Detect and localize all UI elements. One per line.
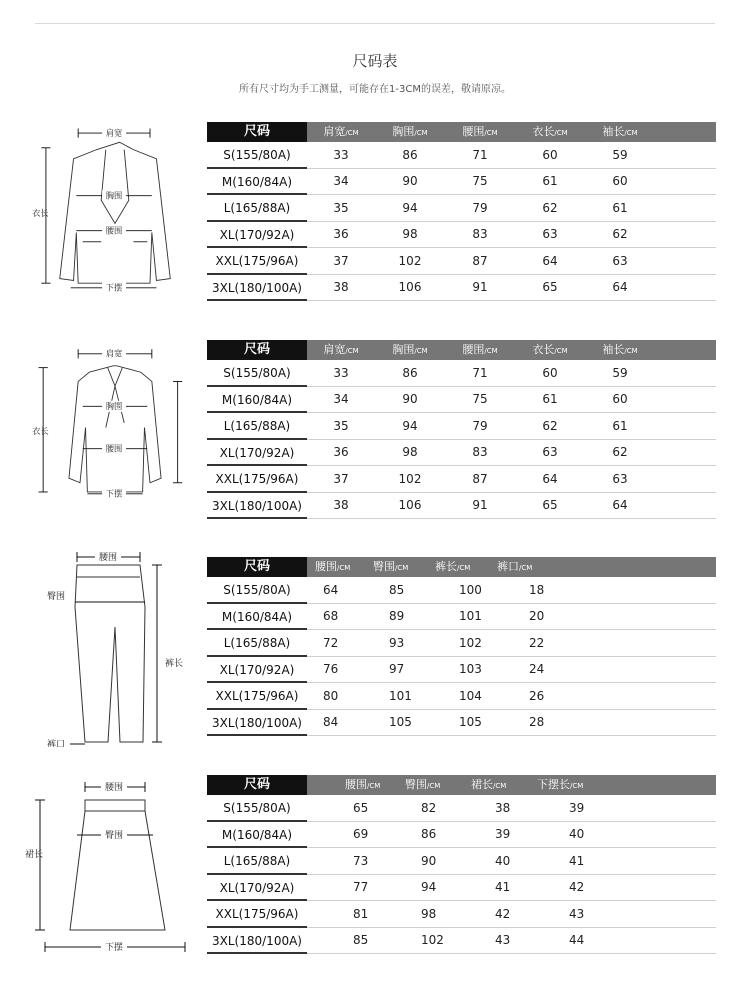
figure-label: 肩宽 bbox=[105, 127, 123, 138]
size-label: 3XL(180/100A) bbox=[207, 493, 307, 520]
header-size: 尺码 bbox=[207, 340, 307, 360]
table-row bbox=[207, 630, 716, 657]
table-cell: 61 bbox=[612, 200, 628, 215]
figure-label: 腰围 bbox=[105, 443, 123, 454]
size-label: S(155/80A) bbox=[207, 577, 307, 604]
table-row bbox=[207, 657, 716, 684]
table-cell: 20 bbox=[529, 609, 545, 624]
figure-label: 下摆 bbox=[105, 488, 123, 499]
table-cell: 87 bbox=[472, 471, 488, 486]
table-cell: 81 bbox=[353, 906, 369, 921]
size-label: M(160/84A) bbox=[207, 822, 307, 849]
table-cell: 38 bbox=[333, 498, 349, 513]
table-cell: 91 bbox=[472, 498, 488, 513]
size-label: XL(170/92A) bbox=[207, 222, 307, 249]
table-cell: 83 bbox=[472, 445, 488, 460]
table-cell: 76 bbox=[323, 662, 339, 677]
figure-label: 衣长 bbox=[32, 207, 49, 218]
header-col: 下摆长/CM bbox=[537, 778, 584, 791]
size-table bbox=[207, 340, 716, 519]
table-cell: 84 bbox=[323, 715, 339, 730]
table-cell: 94 bbox=[421, 880, 437, 895]
table-cell: 102 bbox=[421, 933, 444, 948]
table-cell: 33 bbox=[333, 147, 349, 162]
table-row bbox=[207, 875, 716, 902]
table-cell: 93 bbox=[389, 635, 405, 650]
size-label: XL(170/92A) bbox=[207, 875, 307, 902]
table-cell: 71 bbox=[472, 365, 488, 380]
table-cell: 90 bbox=[402, 174, 418, 189]
size-table bbox=[207, 122, 716, 301]
table-cell: 105 bbox=[389, 715, 412, 730]
table-row bbox=[207, 822, 716, 849]
size-label: L(165/88A) bbox=[207, 195, 307, 222]
table-cell: 26 bbox=[529, 688, 545, 703]
size-label: XL(170/92A) bbox=[207, 657, 307, 684]
header-col: 衣长/CM bbox=[532, 125, 568, 138]
table-row bbox=[207, 275, 716, 302]
table-cell: 22 bbox=[529, 635, 545, 650]
header-col: 袖长/CM bbox=[602, 343, 638, 356]
size-label: XXL(175/96A) bbox=[207, 248, 307, 275]
table-cell: 37 bbox=[333, 471, 349, 486]
header-col: 臀围/CM bbox=[373, 560, 409, 573]
size-label: L(165/88A) bbox=[207, 630, 307, 657]
blazer-illustration-icon bbox=[25, 122, 205, 297]
table-header bbox=[207, 340, 716, 360]
table-cell: 87 bbox=[472, 253, 488, 268]
size-label: S(155/80A) bbox=[207, 795, 307, 822]
table-cell: 44 bbox=[569, 933, 585, 948]
blazer-diagram bbox=[25, 122, 205, 297]
table-cell: 64 bbox=[542, 253, 558, 268]
figure-label: 衣长 bbox=[32, 425, 49, 436]
table-cell: 64 bbox=[612, 280, 628, 295]
table-cell: 75 bbox=[472, 174, 488, 189]
table-row bbox=[207, 795, 716, 822]
table-cell: 64 bbox=[323, 582, 339, 597]
table-cell: 65 bbox=[542, 280, 558, 295]
table-cell: 38 bbox=[333, 280, 349, 295]
table-cell: 63 bbox=[542, 445, 558, 460]
size-label: XXL(175/96A) bbox=[207, 466, 307, 493]
table-cell: 102 bbox=[398, 253, 422, 268]
table-cell: 98 bbox=[402, 445, 418, 460]
table-cell: 24 bbox=[529, 662, 545, 677]
table-cell: 83 bbox=[472, 227, 488, 242]
size-section-skirt bbox=[0, 775, 750, 965]
figure-label: 裤口 bbox=[47, 740, 66, 747]
table-row bbox=[207, 222, 716, 249]
table-cell: 75 bbox=[472, 392, 488, 407]
header-col: 腰围/CM bbox=[462, 125, 498, 138]
table-cell: 62 bbox=[612, 227, 628, 242]
size-label: S(155/80A) bbox=[207, 360, 307, 387]
table-cell: 97 bbox=[389, 662, 405, 677]
table-cell: 86 bbox=[402, 147, 418, 162]
table-cell: 43 bbox=[569, 906, 585, 921]
table-cell: 39 bbox=[569, 800, 585, 815]
table-cell: 37 bbox=[333, 253, 349, 268]
header-col: 裤长/CM bbox=[435, 560, 471, 573]
table-cell: 103 bbox=[459, 662, 482, 677]
table-cell: 104 bbox=[459, 688, 482, 703]
table-cell: 68 bbox=[323, 609, 339, 624]
size-section-blouse bbox=[0, 340, 750, 530]
size-table bbox=[207, 775, 716, 954]
table-row bbox=[207, 848, 716, 875]
header-col: 腰围/CM bbox=[345, 778, 381, 791]
table-cell: 94 bbox=[402, 418, 418, 433]
table-cell: 105 bbox=[459, 715, 482, 730]
figure-label: 腰围 bbox=[104, 783, 124, 793]
table-cell: 101 bbox=[389, 688, 412, 703]
size-label: XXL(175/96A) bbox=[207, 683, 307, 710]
table-cell: 101 bbox=[459, 609, 482, 624]
table-cell: 69 bbox=[353, 827, 369, 842]
header-col: 腰围/CM bbox=[315, 560, 351, 573]
size-label: S(155/80A) bbox=[207, 142, 307, 169]
skirt-illustration-icon bbox=[25, 775, 205, 965]
table-cell: 63 bbox=[542, 227, 558, 242]
figure-label: 胸围 bbox=[105, 401, 123, 412]
size-label: 3XL(180/100A) bbox=[207, 275, 307, 302]
table-cell: 63 bbox=[612, 471, 628, 486]
table-cell: 65 bbox=[542, 498, 558, 513]
figure-label: 裤长 bbox=[165, 659, 184, 669]
table-row bbox=[207, 387, 716, 414]
table-cell: 43 bbox=[495, 933, 511, 948]
table-cell: 102 bbox=[398, 471, 422, 486]
table-cell: 85 bbox=[389, 582, 405, 597]
table-cell: 61 bbox=[612, 418, 628, 433]
table-cell: 79 bbox=[472, 418, 488, 433]
table-row bbox=[207, 466, 716, 493]
table-cell: 59 bbox=[612, 365, 628, 380]
header-size: 尺码 bbox=[207, 122, 307, 142]
figure-label: 腰围 bbox=[98, 553, 118, 563]
header-col: 袖长/CM bbox=[602, 125, 638, 138]
header-col: 裙长/CM bbox=[471, 778, 507, 791]
table-cell: 34 bbox=[333, 174, 349, 189]
figure-label: 臀围 bbox=[104, 831, 124, 841]
figure-label: 下摆 bbox=[104, 943, 124, 953]
size-label: L(165/88A) bbox=[207, 848, 307, 875]
header-col: 衣长/CM bbox=[532, 343, 568, 356]
table-cell: 72 bbox=[323, 635, 339, 650]
table-cell: 98 bbox=[402, 227, 418, 242]
table-cell: 79 bbox=[472, 200, 488, 215]
size-label: 3XL(180/100A) bbox=[207, 928, 307, 955]
table-cell: 28 bbox=[529, 715, 545, 730]
header-size: 尺码 bbox=[207, 775, 307, 795]
table-row bbox=[207, 493, 716, 520]
skirt-diagram bbox=[25, 775, 205, 965]
header-col: 腰围/CM bbox=[462, 343, 498, 356]
figure-label: 腰围 bbox=[105, 225, 123, 236]
table-row bbox=[207, 169, 716, 196]
table-cell: 36 bbox=[333, 227, 349, 242]
table-cell: 86 bbox=[421, 827, 437, 842]
table-cell: 77 bbox=[353, 880, 369, 895]
table-cell: 42 bbox=[569, 880, 585, 895]
table-row bbox=[207, 928, 716, 955]
header-col: 肩宽/CM bbox=[323, 343, 359, 356]
figure-label: 肩宽 bbox=[105, 348, 123, 359]
figure-label: 裙长 bbox=[25, 850, 44, 860]
blouse-illustration-icon bbox=[25, 340, 205, 515]
table-row bbox=[207, 413, 716, 440]
table-cell: 64 bbox=[542, 471, 558, 486]
table-cell: 86 bbox=[402, 365, 418, 380]
table-row bbox=[207, 360, 716, 387]
table-cell: 94 bbox=[402, 200, 418, 215]
table-cell: 42 bbox=[495, 906, 511, 921]
pants-diagram bbox=[25, 547, 205, 747]
table-cell: 35 bbox=[333, 418, 349, 433]
table-row bbox=[207, 248, 716, 275]
table-cell: 62 bbox=[542, 418, 558, 433]
header-size: 尺码 bbox=[207, 557, 307, 577]
table-row bbox=[207, 710, 716, 737]
figure-label: 臀围 bbox=[47, 592, 66, 602]
size-section-pants bbox=[0, 553, 750, 757]
table-cell: 63 bbox=[612, 253, 628, 268]
size-table bbox=[207, 557, 716, 736]
pants-illustration-icon bbox=[25, 547, 205, 747]
table-cell: 90 bbox=[402, 392, 418, 407]
table-cell: 64 bbox=[612, 498, 628, 513]
size-label: XXL(175/96A) bbox=[207, 901, 307, 928]
size-label: 3XL(180/100A) bbox=[207, 710, 307, 737]
table-cell: 82 bbox=[421, 800, 437, 815]
table-row bbox=[207, 142, 716, 169]
table-cell: 38 bbox=[495, 800, 511, 815]
page-title: 尺码表 bbox=[352, 52, 398, 70]
table-cell: 61 bbox=[542, 174, 558, 189]
header-col: 肩宽/CM bbox=[323, 125, 359, 138]
table-cell: 106 bbox=[398, 498, 422, 513]
table-cell: 65 bbox=[353, 800, 369, 815]
table-row bbox=[207, 577, 716, 604]
header-col: 胸围/CM bbox=[392, 125, 428, 138]
top-divider bbox=[35, 23, 715, 24]
table-cell: 98 bbox=[421, 906, 437, 921]
header-col: 臀围/CM bbox=[405, 778, 441, 791]
table-cell: 73 bbox=[353, 853, 369, 868]
size-section-blazer bbox=[0, 122, 750, 312]
table-cell: 61 bbox=[542, 392, 558, 407]
table-cell: 33 bbox=[333, 365, 349, 380]
header-col: 胸围/CM bbox=[392, 343, 428, 356]
table-cell: 60 bbox=[612, 392, 628, 407]
table-row bbox=[207, 195, 716, 222]
table-cell: 100 bbox=[459, 582, 482, 597]
size-label: L(165/88A) bbox=[207, 413, 307, 440]
table-header bbox=[207, 557, 716, 577]
table-cell: 62 bbox=[542, 200, 558, 215]
table-header bbox=[207, 122, 716, 142]
table-row bbox=[207, 604, 716, 631]
figure-label: 胸围 bbox=[105, 190, 123, 201]
table-cell: 35 bbox=[333, 200, 349, 215]
table-cell: 59 bbox=[612, 147, 628, 162]
table-cell: 62 bbox=[612, 445, 628, 460]
table-cell: 41 bbox=[495, 880, 511, 895]
table-cell: 89 bbox=[389, 609, 405, 624]
figure-label: 下摆 bbox=[105, 282, 123, 293]
table-cell: 40 bbox=[569, 827, 585, 842]
blouse-diagram bbox=[25, 340, 205, 515]
table-cell: 71 bbox=[472, 147, 488, 162]
table-cell: 41 bbox=[569, 853, 585, 868]
table-cell: 80 bbox=[323, 688, 339, 703]
table-cell: 60 bbox=[612, 174, 628, 189]
table-cell: 90 bbox=[421, 853, 437, 868]
header-col: 裤口/CM bbox=[497, 560, 533, 573]
size-label: M(160/84A) bbox=[207, 387, 307, 414]
table-cell: 102 bbox=[459, 635, 482, 650]
page-subtitle: 所有尺寸均为手工测量，可能存在1-3CM的误差，敬请原凉。 bbox=[239, 84, 511, 95]
table-cell: 60 bbox=[542, 147, 558, 162]
table-cell: 91 bbox=[472, 280, 488, 295]
table-row bbox=[207, 440, 716, 467]
size-label: M(160/84A) bbox=[207, 169, 307, 196]
table-cell: 36 bbox=[333, 445, 349, 460]
table-cell: 60 bbox=[542, 365, 558, 380]
size-label: M(160/84A) bbox=[207, 604, 307, 631]
table-header bbox=[207, 775, 716, 795]
size-label: XL(170/92A) bbox=[207, 440, 307, 467]
table-cell: 40 bbox=[495, 853, 511, 868]
table-cell: 34 bbox=[333, 392, 349, 407]
table-cell: 85 bbox=[353, 933, 369, 948]
table-cell: 18 bbox=[529, 582, 545, 597]
table-row bbox=[207, 683, 716, 710]
table-row bbox=[207, 901, 716, 928]
table-cell: 39 bbox=[495, 827, 511, 842]
table-cell: 106 bbox=[398, 280, 422, 295]
